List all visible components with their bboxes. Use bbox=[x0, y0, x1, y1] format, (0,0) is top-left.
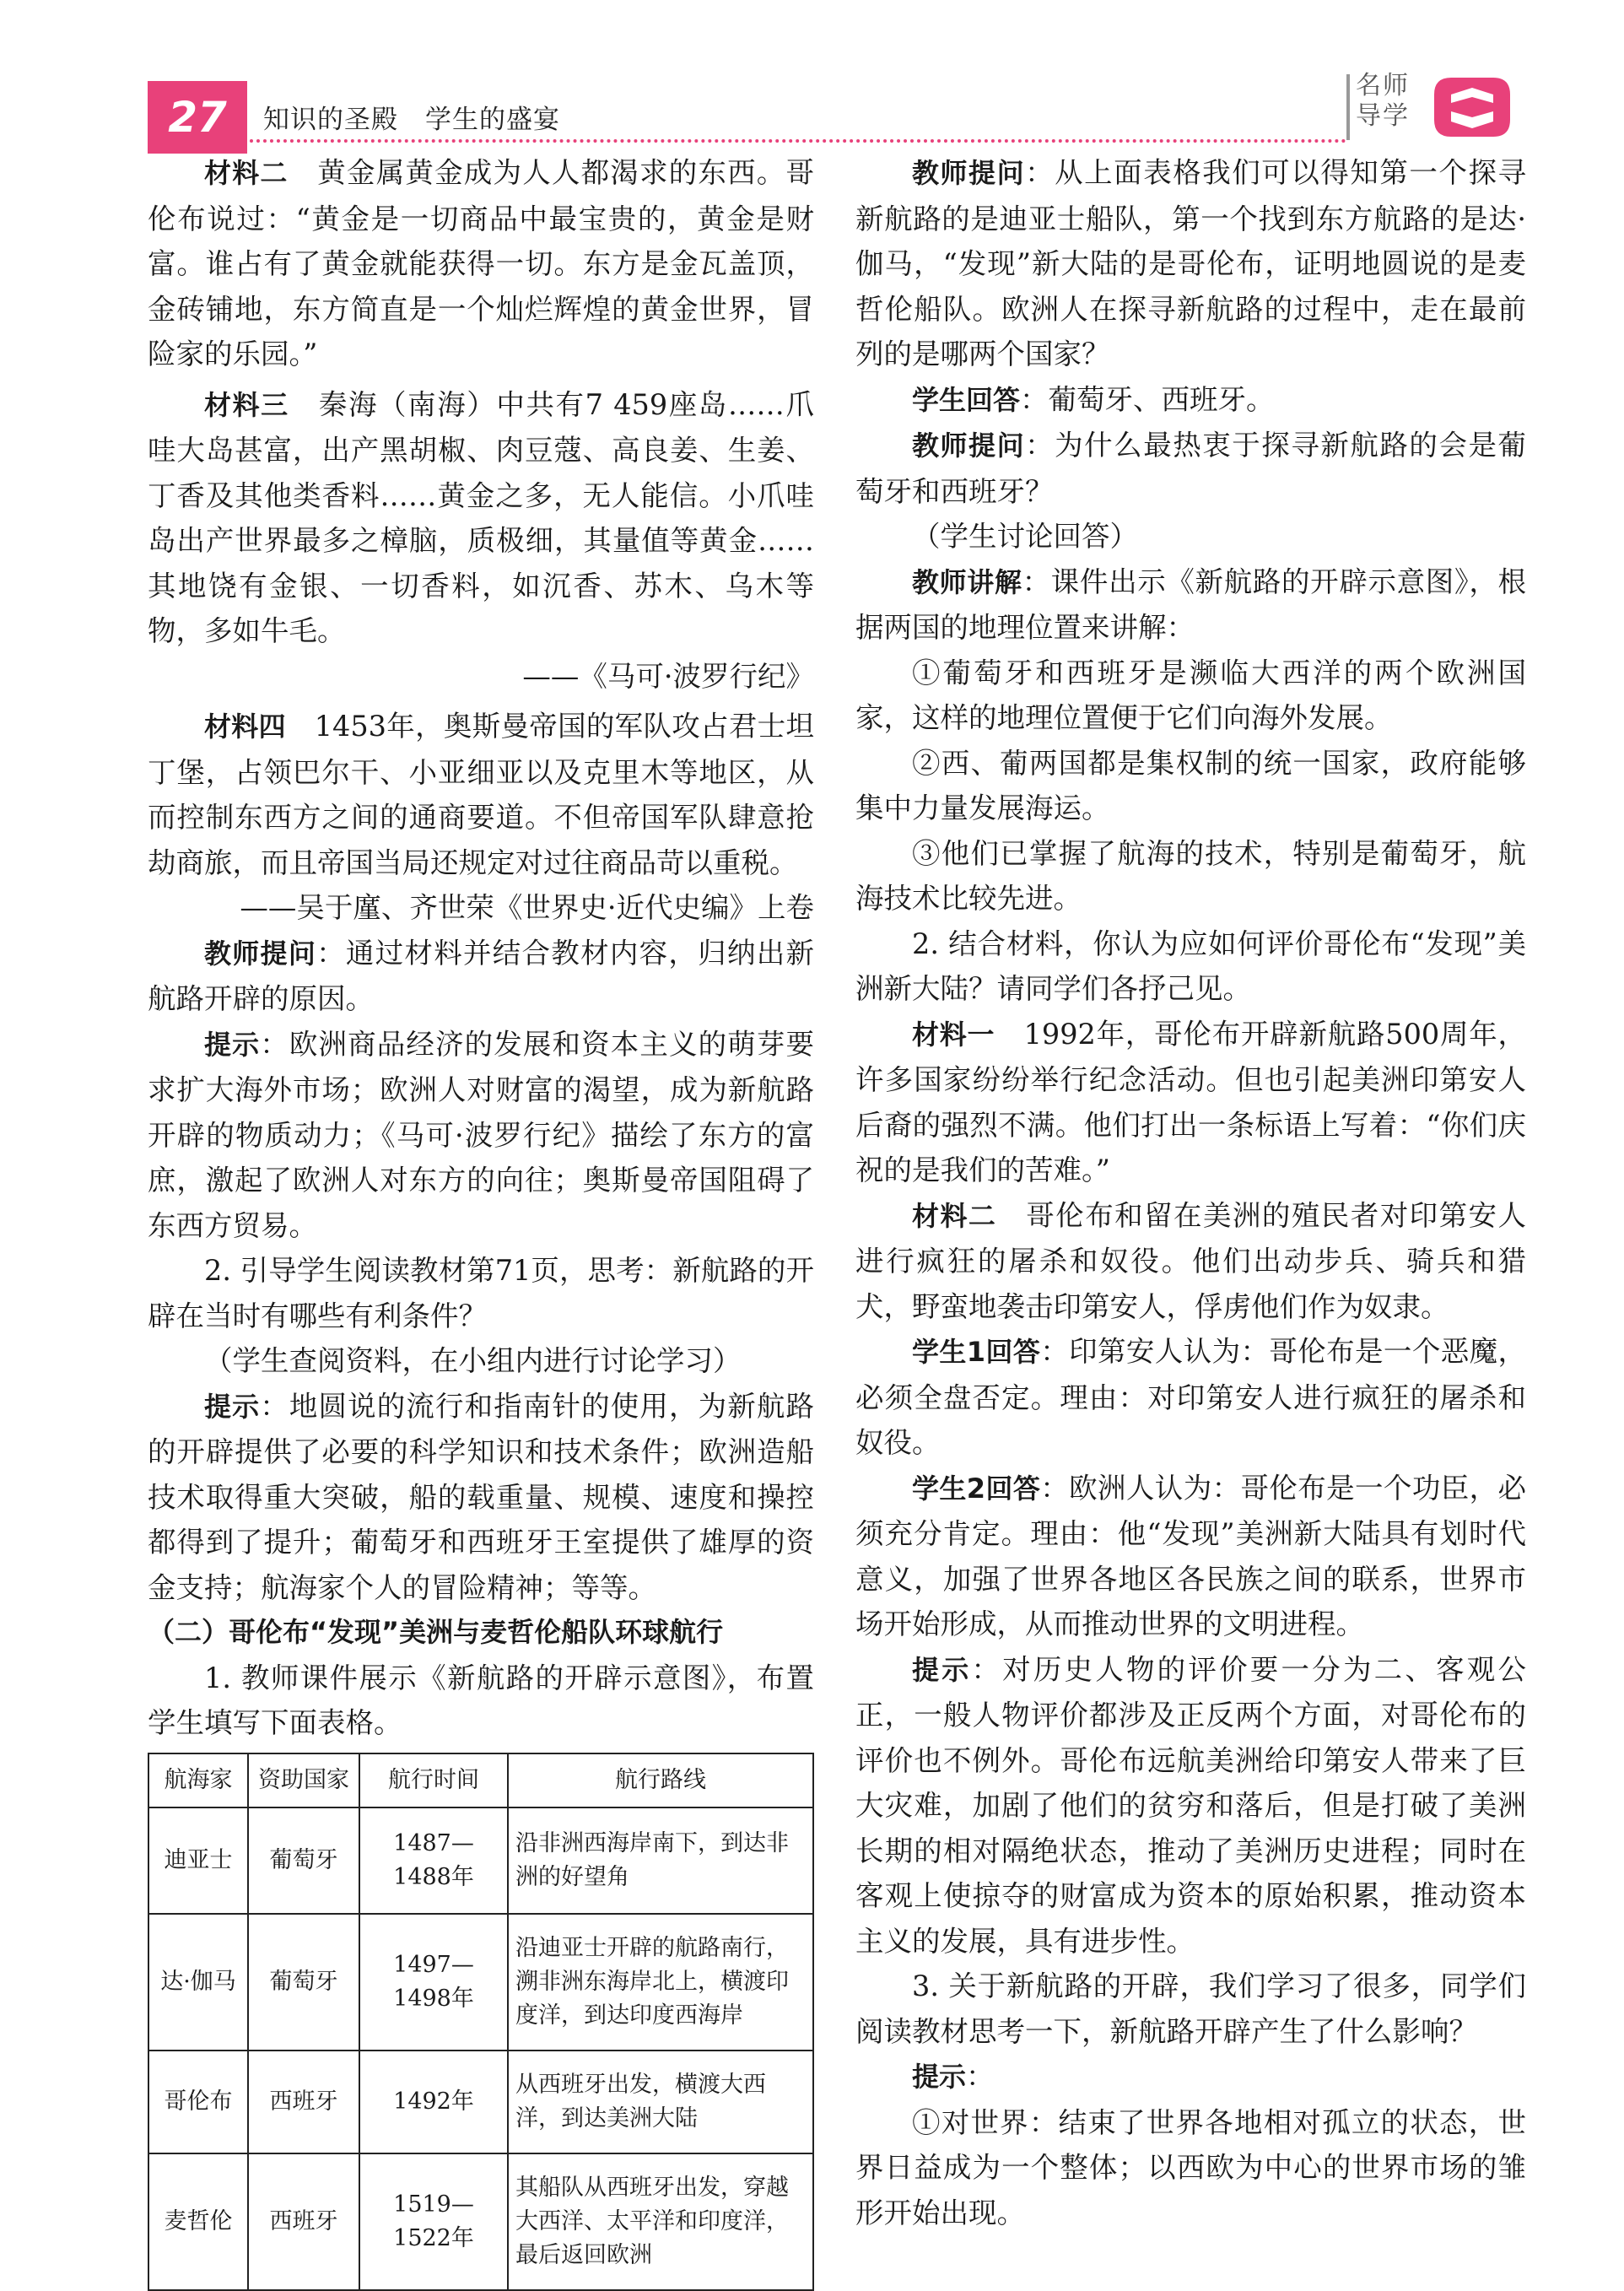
material-3-text: 秦海（南海）中共有7 459座岛……爪哇大岛甚富，出产黑胡椒、肉豆蔻、高良姜、生姜、丁香及其他类香料……黄金之多，无人能信。小爪哇岛出产世界最多之樟脑，质极细，其量值等黄金……其地饶有金银、一切香料，如沉香、苏木、乌木等物，多如牛毛。 bbox=[148, 387, 814, 647]
student-2-answer-label: 学生2回答 bbox=[912, 1472, 1041, 1505]
explanation-point-2: ②西、葡两国都是集权制的统一国家，政府能够集中力量发展海运。 bbox=[855, 746, 1526, 824]
material-2-text: 黄金属黄金成为人人都渴求的东西。哥伦布说过：“黄金是一切商品中最宝贵的，黄金是财富。谁占有了黄金就能获得一切。东方是金瓦盖顶，金砖铺地，东方简直是一个灿烂辉煌的黄金世界，冒险家的乐园。” bbox=[148, 156, 814, 370]
teacher-question-3-text: ：为什么最热衷于探寻新航路的会是葡萄牙和西班牙？ bbox=[855, 429, 1526, 508]
table-cell-country: 葡萄牙 bbox=[248, 1914, 359, 2051]
teacher-question-1 bbox=[148, 931, 814, 1022]
hint-2 bbox=[148, 1384, 814, 1611]
student-2-answer-text: ：欧洲人认为：哥伦布是一个功臣，必须充分肯定。理由：他“发现”美洲新大陆具有划时代意义，加强了世界各地区各民族之间的联系，世界市场开始形成，从而推动世界的文明进程。 bbox=[855, 1471, 1526, 1640]
right-material-1-label: 材料一 bbox=[912, 1018, 995, 1051]
table-row bbox=[148, 2051, 813, 2153]
teacher-question-1-label: 教师提问 bbox=[204, 937, 317, 970]
left-column bbox=[148, 150, 814, 2291]
student-answer-label: 学生回答 bbox=[912, 383, 1021, 416]
right-material-2 bbox=[855, 1193, 1526, 1330]
hint-2-text: ：地圆说的流行和指南针的使用，为新航路的开辟提供了必要的科学知识和技术条件；欧洲造船技术取得重大突破，船的载重量、规模、速度和操控都得到了提升；葡萄牙和西班牙王室提供了雄厚的资金支持；航海家个人的冒险精神；等等。 bbox=[148, 1389, 814, 1604]
table-cell-time: 1492年 bbox=[359, 2051, 508, 2153]
hint-4-label: 提示 bbox=[912, 2061, 967, 2093]
right-material-1-text: 1992年，哥伦布开辟新航路500周年，许多国家纷纷举行纪念活动。但也引起美洲印第安人后裔的强烈不满。他们打出一条标语上写着：“你们庆祝的是我们的苦难。” bbox=[855, 1017, 1526, 1186]
table-row bbox=[148, 1807, 813, 1914]
brand-name bbox=[1353, 71, 1412, 132]
explanation-point-3: ③他们已掌握了航海的技术，特别是葡萄牙，航海技术比较先进。 bbox=[855, 836, 1526, 915]
step-3-prompt: 3. 关于新航路的开辟，我们学习了很多，同学们阅读教材思考一下，新航路开辟产生了什么影响？ bbox=[855, 1970, 1526, 2048]
material-2-label: 材料二 bbox=[204, 157, 289, 189]
section-heading: （二）哥伦布“发现”美洲与麦哲伦船队环球航行 bbox=[148, 1616, 724, 1648]
table-cell-route: 沿非洲西海岸南下，到达非洲的好望角 bbox=[508, 1807, 813, 1914]
header-dotted-divider bbox=[250, 139, 1346, 143]
brand-line2: 导学 bbox=[1356, 101, 1410, 131]
hint-2-label: 提示 bbox=[204, 1390, 261, 1423]
step-2-note: （学生查阅资料，在小组内进行讨论学习） bbox=[204, 1344, 742, 1377]
material-4 bbox=[148, 704, 814, 885]
step-2-evaluate-prompt: 2. 结合材料，你认为应如何评价哥伦布“发现”美洲新大陆？请同学们各抒己见。 bbox=[855, 927, 1526, 1005]
effect-point-1: ①对世界：结束了世界各地相对孤立的状态，世界日益成为一个整体；以西欧为中心的世界市场的雏形开始出现。 bbox=[855, 2105, 1526, 2229]
hint-3 bbox=[855, 1647, 1526, 1964]
hint-1-text: ：欧洲商品经济的发展和资本主义的萌芽要求扩大海外市场；欧洲人对财富的渴望，成为新航路开辟的物质动力；《马可·波罗行纪》描绘了东方的富庶，激起了欧洲人对东方的向往；奥斯曼帝国阻碍了东西方贸易。 bbox=[148, 1027, 814, 1242]
teacher-question-3-label: 教师提问 bbox=[912, 430, 1026, 462]
student-2-answer bbox=[855, 1466, 1526, 1647]
material-3-source: ——《马可·波罗行纪》 bbox=[522, 659, 814, 693]
student-1-answer-label: 学生1回答 bbox=[912, 1336, 1041, 1368]
hint-3-text: ：对历史人物的评价要一分为二、客观公正，一般人物评价都涉及正反两个方面，对哥伦布的评价也不例外。哥伦布远航美洲给印第安人带来了巨大灾难，加剧了他们的贫穷和落后，但是打破了美洲长期的相对隔绝状态，推动了美洲历史进程；同时在客观上使掠夺的财富成为资本的原始积累，推动资本主义的发展，具有进步性。 bbox=[855, 1652, 1526, 1958]
table-cell-time: 1497—1498年 bbox=[359, 1914, 508, 2051]
page-number: 27 bbox=[148, 81, 247, 154]
brand-divider bbox=[1346, 74, 1350, 140]
teacher-explanation-text: ：课件出示《新航路的开辟示意图》，根据两国的地理位置来讲解： bbox=[855, 565, 1526, 644]
step-2-prompt: 2. 引导学生阅读教材第71页，思考：新航路的开辟在当时有哪些有利条件？ bbox=[148, 1254, 814, 1332]
step-1-prompt: 1. 教师课件展示《新航路的开辟示意图》，布置学生填写下面表格。 bbox=[148, 1661, 814, 1739]
table-cell-navigator: 迪亚士 bbox=[148, 1807, 248, 1914]
table-cell-route: 从西班牙出发，横渡大西洋，到达美洲大陆 bbox=[508, 2051, 813, 2153]
material-2 bbox=[148, 150, 814, 377]
table-cell-route: 沿迪亚士开辟的航路南行，溯非洲东海岸北上，横渡印度洋，到达印度西海岸 bbox=[508, 1914, 813, 2051]
material-4-text: 1453年，奥斯曼帝国的军队攻占君士坦丁堡，占领巴尔干、小亚细亚以及克里木等地区，从而控制东西方之间的通商要道。不但帝国军队肆意抢劫商旅，而且帝国当局还规定对过往商品苛以重税。 bbox=[148, 710, 814, 879]
student-answer bbox=[855, 377, 1526, 424]
table-header-navigator: 航海家 bbox=[148, 1753, 248, 1807]
table-header-country: 资助国家 bbox=[248, 1753, 359, 1807]
explanation-point-1: ①葡萄牙和西班牙是濒临大西洋的两个欧洲国家，这样的地理位置便于它们向海外发展。 bbox=[855, 656, 1526, 734]
table-header-time: 航行时间 bbox=[359, 1753, 508, 1807]
table-cell-country: 西班牙 bbox=[248, 2051, 359, 2153]
table-header-row bbox=[148, 1753, 813, 1807]
table-cell-navigator: 哥伦布 bbox=[148, 2051, 248, 2153]
table-cell-country: 西班牙 bbox=[248, 2153, 359, 2290]
hint-4-text: ： bbox=[966, 2060, 995, 2093]
table-cell-country: 葡萄牙 bbox=[248, 1807, 359, 1914]
hint-3-label: 提示 bbox=[912, 1653, 972, 1686]
student-1-answer bbox=[855, 1329, 1526, 1466]
table-cell-navigator: 麦哲伦 bbox=[148, 2153, 248, 2290]
student-1-answer-text: ：印第安人认为：哥伦布是一个恶魔，必须全盘否定。理由：对印第安人进行疯狂的屠杀和奴役。 bbox=[855, 1335, 1526, 1459]
hint-4 bbox=[855, 2054, 1526, 2100]
right-material-2-text: 哥伦布和留在美洲的殖民者对印第安人进行疯狂的屠杀和奴役。他们出动步兵、骑兵和猎犬，野蛮地袭击印第安人，俘虏他们作为奴隶。 bbox=[855, 1198, 1526, 1323]
page-header bbox=[0, 0, 1624, 152]
table-cell-navigator: 达·伽马 bbox=[148, 1914, 248, 2051]
table-row bbox=[148, 1914, 813, 2051]
right-material-2-label: 材料二 bbox=[912, 1199, 997, 1232]
teacher-question-2 bbox=[855, 150, 1526, 377]
student-answer-text: ：葡萄牙、西班牙。 bbox=[1020, 382, 1275, 416]
material-3-label: 材料三 bbox=[204, 388, 289, 421]
hint-1 bbox=[148, 1022, 814, 1249]
material-3 bbox=[148, 382, 814, 654]
hint-1-label: 提示 bbox=[204, 1028, 261, 1061]
brand-line1: 名师 bbox=[1356, 71, 1410, 100]
table-header-route: 航行路线 bbox=[508, 1753, 813, 1807]
brand-logo-icon bbox=[1426, 69, 1519, 145]
header-slogan: 知识的圣殿 学生的盛宴 bbox=[263, 105, 560, 135]
material-4-label: 材料四 bbox=[204, 711, 286, 743]
teacher-explanation bbox=[855, 559, 1526, 651]
right-column bbox=[855, 150, 1526, 2235]
teacher-question-3 bbox=[855, 423, 1526, 514]
teacher-question-2-label: 教师提问 bbox=[912, 157, 1026, 189]
table-cell-time: 1519—1522年 bbox=[359, 2153, 508, 2290]
teacher-question-2-text: ：从上面表格我们可以得知第一个探寻新航路的是迪亚士船队，第一个找到东方航路的是达·伽马，“发现”新大陆的是哥伦布，证明地圆说的是麦哲伦船队。欧洲人在探寻新航路的过程中，走在最前列的是哪两个国家？ bbox=[855, 156, 1526, 370]
table-row bbox=[148, 2153, 813, 2290]
teacher-question-3-note: （学生讨论回答） bbox=[912, 520, 1138, 553]
right-material-1 bbox=[855, 1012, 1526, 1193]
navigators-table bbox=[148, 1753, 814, 2291]
teacher-explanation-label: 教师讲解 bbox=[912, 565, 1022, 598]
material-4-source: ——吴于廑、齐世荣《世界史·近代史编》上卷 bbox=[240, 891, 814, 924]
teacher-question-1-text: ：通过材料并结合教材内容，归纳出新航路开辟的原因。 bbox=[148, 936, 814, 1015]
table-cell-time: 1487—1488年 bbox=[359, 1807, 508, 1914]
table-cell-route: 其船队从西班牙出发，穿越大西洋、太平洋和印度洋，最后返回欧洲 bbox=[508, 2153, 813, 2290]
